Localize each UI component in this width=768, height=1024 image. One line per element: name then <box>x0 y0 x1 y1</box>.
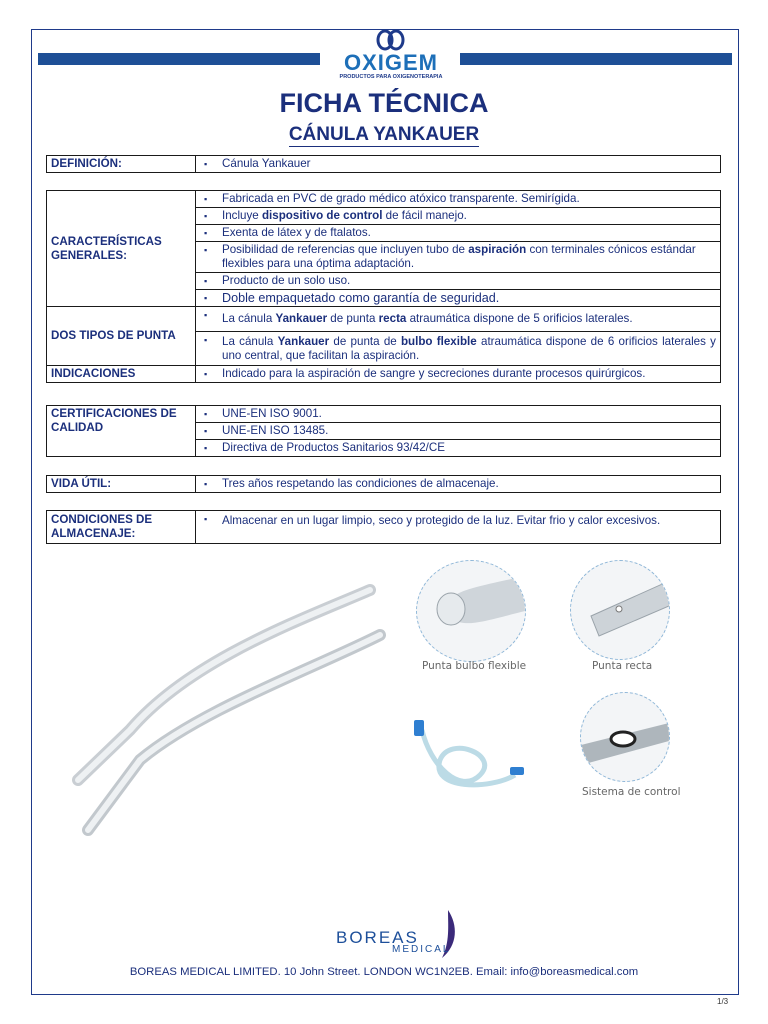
text-bold: bulbo flexible <box>400 335 477 348</box>
recta-tip-image <box>570 560 670 660</box>
text: atraumática dispone de 6 orificios laterales y uno central, que facilitan la aspiración. <box>222 335 716 362</box>
header-band-right <box>460 53 732 65</box>
suction-tube-image <box>410 705 530 795</box>
text-pre: Incluye <box>222 209 262 222</box>
text-bold: dispositivo de control <box>261 209 383 222</box>
caracteristicas-label: CARACTERÍSTICAS GENERALES: <box>47 191 196 307</box>
text-post: con terminales cónicos estándar flexibles para una óptima adaptación. <box>222 243 696 270</box>
text-bold: Yankauer <box>277 335 330 348</box>
text: de punta de <box>329 335 401 348</box>
oxigem-logo <box>322 28 460 84</box>
text: de punta <box>327 312 379 325</box>
caracteristicas-item: ▪ Doble empaquetado como garantía de seguridad. <box>196 290 721 307</box>
certificaciones-item: ▪ UNE-EN ISO 13485. <box>196 423 721 440</box>
text-bold: recta <box>378 312 407 325</box>
caracteristicas-item: ▪ Exenta de látex y de ftalatos. <box>196 225 721 242</box>
caption-bulbo: Punta bulbo flexible <box>422 660 527 672</box>
vida-label: VIDA ÚTIL: <box>47 476 196 493</box>
condiciones-table <box>46 510 721 544</box>
text-post: de fácil manejo. <box>382 209 467 222</box>
definicion-table <box>46 155 721 173</box>
header-band-left <box>38 53 320 65</box>
oxigem-logo-icon <box>322 28 460 52</box>
caracteristicas-table <box>46 190 721 383</box>
boreas-word: BOREAS <box>336 928 419 947</box>
control-system-icon <box>581 693 669 781</box>
indicaciones-item: ▪ Indicado para la aspiración de sangre y secreciones durante procesos quirúrgicos. <box>196 366 721 383</box>
boreas-logo <box>330 900 470 962</box>
caracteristicas-item: ▪ Fabricada en PVC de grado médico atóxico transparente. Semirígida. <box>196 191 721 208</box>
caption-recta: Punta recta <box>592 660 653 672</box>
definicion-label: DEFINICIÓN: <box>47 156 196 173</box>
indicaciones-label: INDICACIONES <box>47 366 196 383</box>
yankauer-cannulas-image <box>60 580 390 840</box>
logo-word: OXIGEM <box>343 50 438 75</box>
recta-tip-icon <box>571 561 669 659</box>
vida-table <box>46 475 721 493</box>
condiciones-item: ▪ Almacenar en un lugar limpio, seco y protegido de la luz. Evitar frio y calor excesivos. <box>196 511 721 544</box>
certificaciones-label: CERTIFICACIONES DE CALIDAD <box>47 406 196 457</box>
caracteristicas-item: ▪ Producto de un solo uso. <box>196 273 721 290</box>
text: La cánula <box>222 312 276 325</box>
certificaciones-item: ▪ Directiva de Productos Sanitarios 93/42/CE <box>196 440 721 457</box>
text: atraumática dispone de 5 orificios laterales. <box>406 312 633 325</box>
vida-item: ▪ Tres años respetando las condiciones de almacenaje. <box>196 476 721 493</box>
bulbo-tip-image <box>416 560 526 662</box>
definicion-item: ▪ Cánula Yankauer <box>196 156 721 173</box>
bulbo-tip-icon <box>417 561 525 661</box>
logo-subtitle: PRODUCTOS PARA OXIGENOTERAPIA <box>339 74 443 80</box>
certificaciones-table <box>46 405 721 457</box>
text-pre: Posibilidad de referencias que incluyen tubo de <box>222 243 469 256</box>
subtitle-text: CÁNULA YANKAUER <box>288 124 480 145</box>
text: La cánula <box>222 335 278 348</box>
text-bold: Yankauer <box>275 312 328 325</box>
condiciones-label: CONDICIONES DE ALMACENAJE: <box>47 511 196 544</box>
page-number: 1/3 <box>717 997 729 1006</box>
page-subtitle <box>0 124 768 146</box>
control-system-image <box>580 692 670 782</box>
caracteristicas-item <box>196 242 721 273</box>
boreas-sub: MEDICAL <box>392 944 451 955</box>
page-title: FICHA TÉCNICA <box>279 88 489 118</box>
caption-control: Sistema de control <box>582 786 681 798</box>
certificaciones-item: ▪ UNE-EN ISO 9001. <box>196 406 721 423</box>
punta-label: DOS TIPOS DE PUNTA <box>47 307 196 366</box>
caracteristicas-item <box>196 208 721 225</box>
punta-item-recta <box>196 307 721 332</box>
punta-item-bulbo <box>196 332 721 366</box>
footer-address: BOREAS MEDICAL LIMITED. 10 John Street. LONDON WC1N2EB. Email: info@boreasmedical.com <box>129 966 639 978</box>
text-bold: aspiración <box>468 243 527 256</box>
